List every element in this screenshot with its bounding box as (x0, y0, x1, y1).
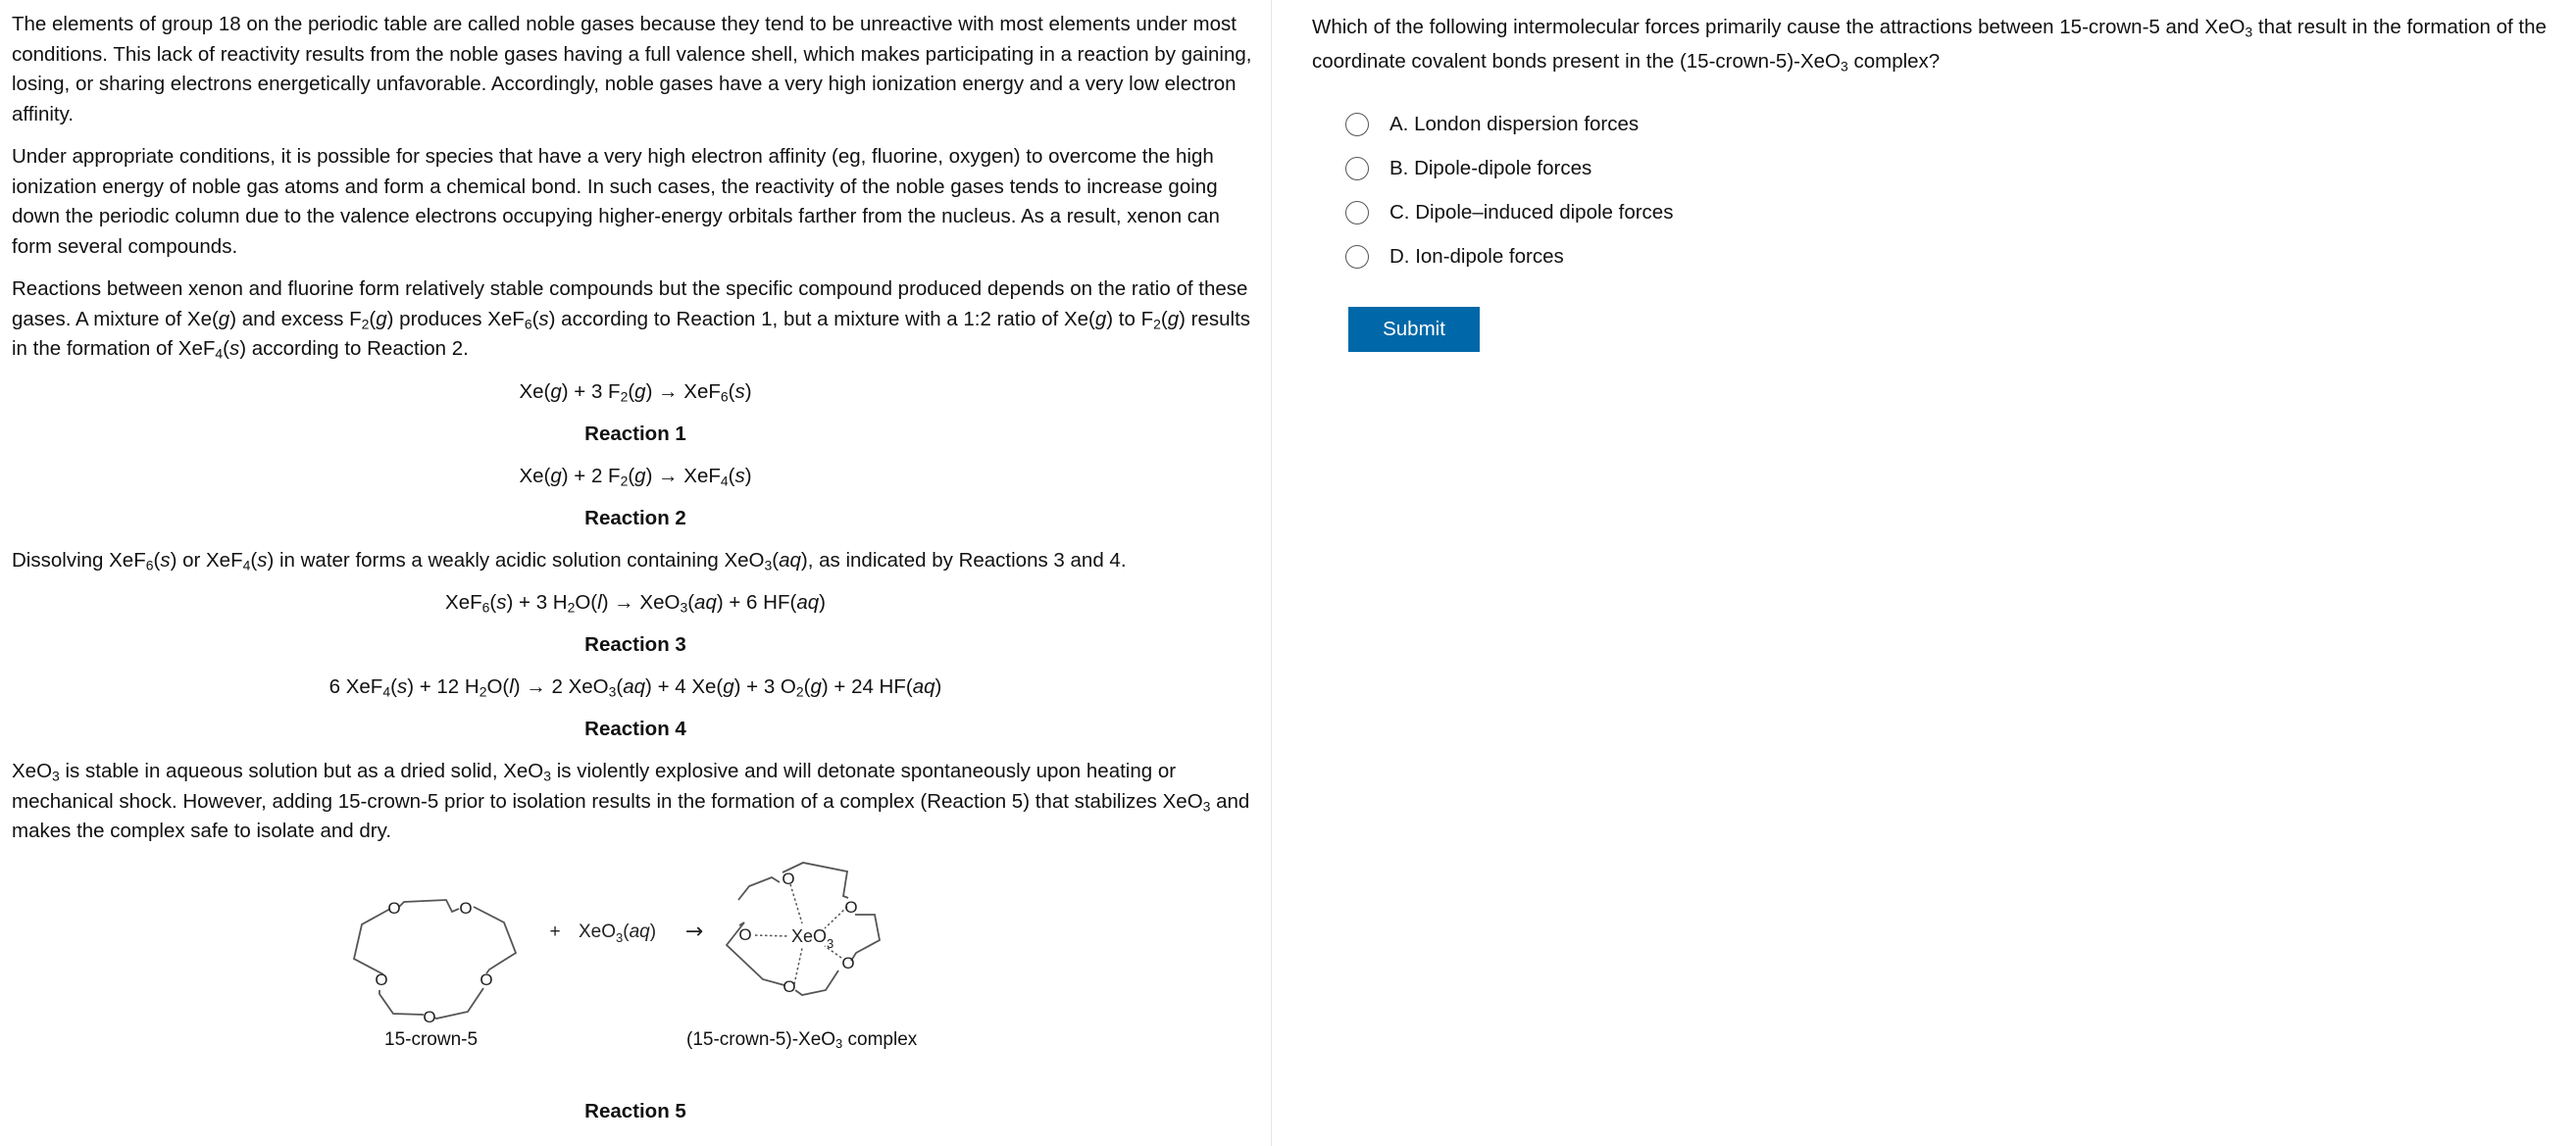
crown-ether-caption: 15-crown-5 (384, 1028, 479, 1050)
option-c[interactable] (1345, 190, 2576, 234)
reaction-5-label: Reaction 5 (584, 1099, 686, 1122)
reaction-5 (12, 1097, 1259, 1126)
passage-panel (0, 0, 1272, 1146)
svg-text:O: O (782, 869, 795, 888)
reaction-1 (12, 377, 1259, 449)
reaction-3-equation: XeF$_6$(s) + 3 $H_2O(l) \to XeO_3(aq) + 6$ HF(aq) (445, 591, 826, 616)
reaction-5-figure (12, 860, 1284, 1085)
passage-paragraph-2: Under appropriate conditions, it is possible for species that have a very high electron affinity (eg, fluorine, oxygen) to overcome the high ionization energy of noble gas atoms and form a chemical bond. In such cases, the reactivity of the noble gases tends to increase going down the periodic column due to the valence electrons occupying higher-energy orbitals farther from the nucleus. As a result, xenon can form several compounds. (12, 145, 1220, 258)
svg-text:O: O (423, 1007, 436, 1026)
reaction-2-equation: Xe(g) + 2 $F_2(g) \to XeF_4(s)$ (519, 464, 752, 488)
radio-button-b[interactable] (1345, 157, 1369, 180)
radio-button-a[interactable] (1345, 113, 1369, 136)
reaction-5-structures (12, 860, 1284, 1085)
option-a[interactable] (1345, 102, 2576, 146)
reaction-2-label: Reaction 2 (584, 506, 686, 529)
reagent-xeo3-aq: XeO$_3$(aq) (579, 921, 657, 945)
svg-text:O: O (387, 898, 401, 918)
crown-ether-ring (354, 900, 516, 1019)
radio-button-d[interactable] (1345, 245, 1369, 269)
reaction-1-equation: Xe(g) + 3 $F_2(g) \to XeF_6(s)$ (519, 379, 752, 404)
reaction-3-label: Reaction 3 (584, 633, 686, 656)
svg-text:O: O (738, 924, 752, 944)
passage-paragraph-5: XeO$_3$ is stable in aqueous solution but as a dried solid, XeO$_3$ is violently explosive and will detonate spontaneously upon heating or mechanical shock. However, adding 15-crown-5 prior to isolation results in the formation of a complex (Reaction 5) that stabilizes XeO$_3$ and makes the complex safe to isolate and dry. (12, 760, 1250, 842)
reaction-4-equation: 6 XeF$_4$(s) + 12 $H_2O(l) \to 2$ XeO$_3$(aq) + 4 Xe(g) + 3 $O_2(g) + 24$ HF(aq) (328, 675, 942, 700)
question-panel (1273, 0, 2576, 1146)
plus-sign: + (549, 921, 561, 942)
passage-paragraph-4: Dissolving XeF$_6$(s) or XeF$_4$(s) in water forms a weakly acidic solution containing XeO$_3$(aq), as indicated by Reactions 3 and 4. (12, 548, 1127, 573)
svg-text:O: O (783, 976, 796, 996)
option-b-text: Dipole-dipole forces (1414, 156, 1592, 179)
reaction-1-label: Reaction 1 (584, 422, 686, 445)
complex-caption: (15-crown-5)-XeO$_3$ complex (686, 1028, 918, 1051)
reaction-arrow: → (684, 919, 704, 944)
question-stem: Which of the following intermolecular forces primarily cause the attractions between 15-crown-5 and XeO$_3$ that result in the formation of the coordinate covalent bonds present in the (15-crown-5)-XeO$_3$ complex? (1312, 16, 2547, 75)
reaction-3 (12, 588, 1259, 660)
complex-xeo3: XeO$_3$ (791, 925, 834, 951)
option-d-text: Ion-dipole forces (1415, 244, 1564, 268)
reaction-2 (12, 462, 1259, 533)
option-d-label: D. (1389, 244, 1410, 268)
crown-ether-oxygens (375, 899, 492, 1026)
option-a-text: London dispersion forces (1414, 112, 1640, 135)
svg-text:O: O (375, 970, 388, 989)
svg-text:O: O (480, 970, 493, 989)
svg-text:O: O (459, 898, 473, 918)
option-c-text: Dipole–induced dipole forces (1415, 200, 1674, 224)
reaction-4 (12, 673, 1259, 744)
svg-text:O: O (844, 897, 858, 917)
submit-button[interactable]: Submit (1348, 307, 1480, 352)
option-c-label: C. (1389, 200, 1410, 224)
passage-paragraph-3: Reactions between xenon and fluorine form relatively stable compounds but the specific compound produced depends on the ratio of these gases. A mixture of Xe(g) and excess $F_2(g)$ produces XeF$_6$(s) according to Reaction 1, but a mixture with a 1:2 ratio of Xe(g) to $F_2(g)$ results in the formation of XeF$_4$(s) according to Reaction 2. (12, 277, 1251, 362)
option-b-label: B. (1389, 156, 1409, 179)
svg-text:O: O (841, 953, 855, 972)
answer-options (1345, 102, 2576, 278)
passage-paragraph-1: The elements of group 18 on the periodic table are called noble gases because they tend to be unreactive with most elements under most conditions. This lack of reactivity results from the noble gases having a full valence shell, which makes participating in a reaction by gaining, losing, or sharing electrons energetically unfavorable. Accordingly, noble gases have a very high ionization energy and a very low electron affinity. (12, 13, 1252, 125)
radio-button-c[interactable] (1345, 201, 1369, 224)
option-b[interactable] (1345, 146, 2576, 190)
option-d[interactable] (1345, 234, 2576, 278)
reaction-4-label: Reaction 4 (584, 718, 686, 740)
option-a-label: A. (1389, 112, 1409, 135)
